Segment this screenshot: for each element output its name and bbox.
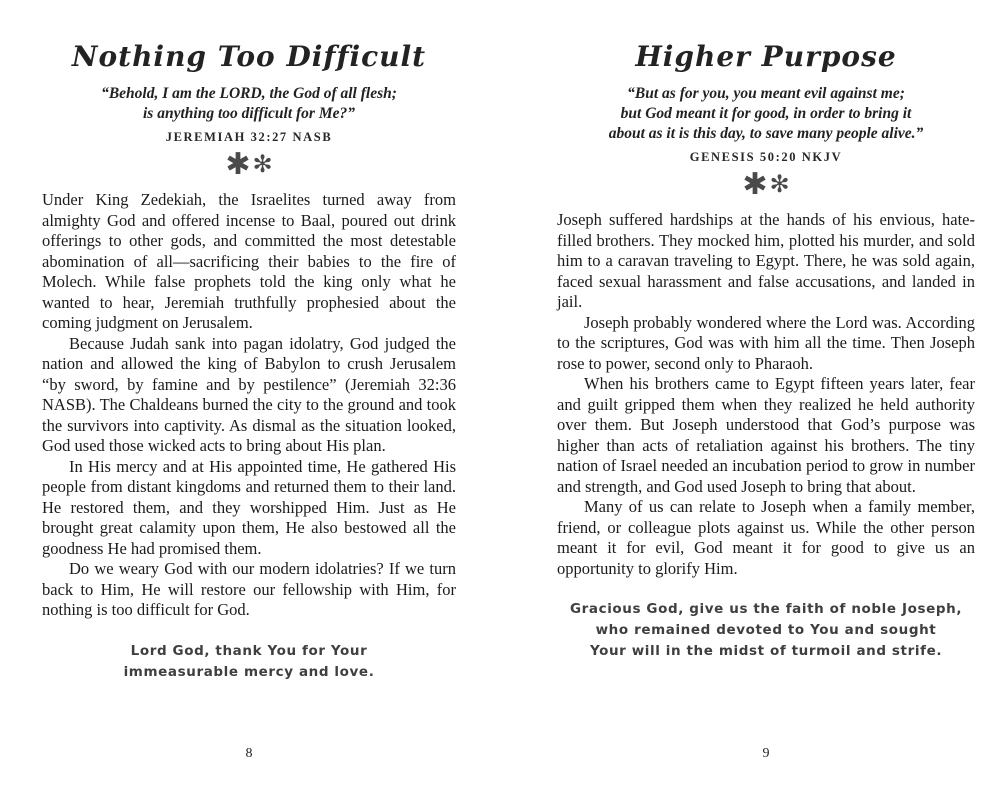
scripture-quote [42,84,456,124]
asterisk-icon: ✱ [742,167,768,202]
devotional-body [557,210,975,579]
scripture-quote [557,84,975,144]
prayer-line: who remained devoted to You and sought [595,622,937,638]
prayer-text [42,641,456,683]
page-left [42,30,456,761]
asterisk-icon: ✻ [252,150,273,178]
quote-line: “But as for you, you meant evil against me; [627,85,905,102]
body-paragraph: Joseph suffered hardships at the hands of his envious, hate-filled brothers. They mocked him, plotted his murder, and sold him to a caravan traveling to Egypt. There, he was sold again, faced sexual harassment and false accusations, and landed in jail. [557,210,975,311]
body-paragraph: Under King Zedekiah, the Israelites turned away from almighty God and offered incense to Baal, poured out drink offerings to other gods, and committed the most detestable abomination of all—sacrificing their babies to the fire of Molech. While false prophets told the king only what he wanted to hear, Jeremiah truthfully prophesied about the coming judgment on Jerusalem. [42,190,456,332]
devotional-body [42,190,456,621]
scripture-reference: JEREMIAH 32:27 NASB [165,130,333,144]
body-paragraph: Because Judah sank into pagan idolatry, God judged the nation and allowed the king of Babylon to crush Jerusalem “by sword, by famine and by pestilence” (Jeremiah 32:36 NASB). The Chaldeans burned the city to the ground and took the survivors into captivity. As dismal as the situation looked, God used those wicked acts to bring about His plan. [42,333,456,455]
prayer-line: Gracious God, give us the faith of noble Joseph, [569,601,963,617]
quote-line: about as it is this day, to save many people alive.” [608,125,924,142]
body-paragraph: Do we weary God with our modern idolatries? If we turn back to Him, He will restore our fellowship with Him, for nothing is too difficult for God. [42,559,456,619]
prayer-line: Lord God, thank You for Your [130,642,368,659]
quote-line: but God meant it for good, in order to bring it [620,105,912,122]
quote-line: “Behold, I am the LORD, the God of all flesh; [101,85,397,102]
page-number: 8 [245,746,253,761]
quote-line: is anything too difficult for Me?” [143,105,355,122]
scripture-reference: GENESIS 50:20 NKJV [689,150,843,164]
prayer-text [557,599,975,662]
asterisk-ornament-icon [557,167,975,206]
page-number: 9 [762,746,770,761]
asterisk-icon: ✱ [225,147,251,182]
prayer-line: immeasurable mercy and love. [123,663,375,680]
body-paragraph: Many of us can relate to Joseph when a family member, friend, or colleague plots against us. While the other person meant it for evil, God meant it for good to give us an opportunity to glorify Him. [557,497,975,578]
page-title: Higher Purpose [635,40,897,73]
page-title: Nothing Too Difficult [71,40,427,73]
prayer-line: Your will in the midst of turmoil and strife. [589,643,943,659]
body-paragraph: Joseph probably wondered where the Lord was. According to the scriptures, God was with him all the time. Then Joseph rose to power, second only to Pharaoh. [557,312,975,373]
body-paragraph: When his brothers came to Egypt fifteen years later, fear and guilt gripped them when they realized he held authority over them. But Joseph understood that God’s purpose was higher than acts of retaliation against his brothers. The tiny nation of Israel needed an incubation period to grow in number and strength, and God used Joseph to bring that about. [557,374,975,496]
body-paragraph: In His mercy and at His appointed time, He gathered His people from distant kingdoms and returned them to their land. He restored them, and they worshipped Him. Just as He brought great calamity upon them, He also bestowed all the goodness He had promised them. [42,456,456,558]
page-right [557,30,975,761]
asterisk-ornament-icon [42,147,456,186]
asterisk-icon: ✻ [769,170,790,198]
